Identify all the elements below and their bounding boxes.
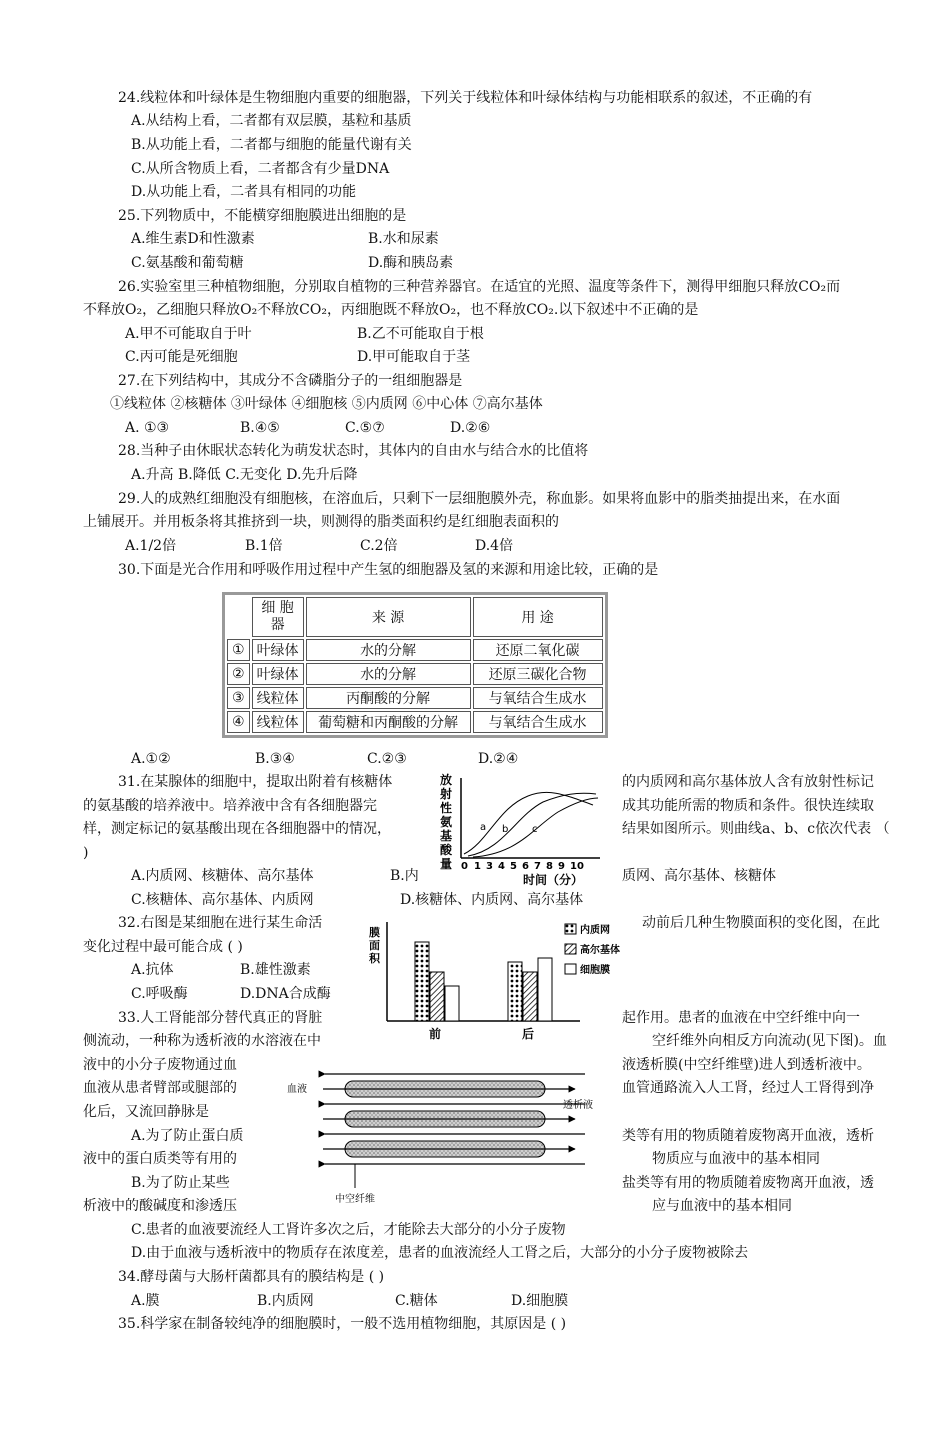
q31-ylabel-3: 性 (440, 801, 453, 815)
q32-legend-swatch-golgi (565, 944, 576, 954)
row-index: ② (227, 663, 250, 685)
q31-line1-left: 31.在某腺体的细胞中，提取出附着有核糖体 (118, 774, 393, 790)
header-source: 来 源 (306, 597, 471, 637)
q32-ylabel-2: 面 (369, 939, 380, 952)
q31-line3-right: 结果如图所示。则曲线a、b、c依次代表 （ (622, 821, 890, 837)
q32-bar-before-er (415, 942, 429, 1021)
q31-option-b-start: B.内 (390, 868, 419, 884)
q31-tick: 1 (474, 861, 481, 872)
q26-stem-line2: 不释放O₂，乙细胞只释放O₂不释放CO₂，丙细胞既不释放O₂，也不释放CO₂.以下叙述中不正确的是 (83, 302, 699, 318)
q30-option-b: B.③④ (255, 751, 295, 767)
q33-label-dialysate: 透析液 (563, 1100, 593, 1111)
q32-option-a: A.抗体 (131, 962, 174, 978)
q33-option-a-cont2: 液中的蛋白质类等有用的 (83, 1151, 237, 1167)
q32-category-after: 后 (522, 1027, 535, 1041)
q31-curve-label-c: c (532, 824, 538, 835)
q28-options: A.升高 B.降低 C.无变化 D.先升后降 (131, 467, 358, 483)
q24-option-a: A.从结构上看，二者都有双层膜，基粒和基质 (131, 113, 412, 129)
q25-option-c: C.氨基酸和葡萄糖 (131, 255, 244, 271)
q33-line3-left: 液中的小分子废物通过血 (83, 1057, 237, 1073)
q31-tick: 5 (510, 861, 517, 872)
table-row (227, 663, 603, 685)
row-index: ③ (227, 687, 250, 709)
q33-dialysis-figure (285, 1060, 615, 1220)
q29-option-d: D.4倍 (475, 538, 514, 554)
row-index: ① (227, 639, 250, 661)
q33-option-c: C.患者的血液要流经人工肾许多次之后，才能除去大部分的小分子废物 (131, 1222, 566, 1238)
q33-option-b-start: B.为了防止某些 (131, 1175, 230, 1191)
q32-bar-after-er (508, 962, 522, 1021)
cell-organelle: 线粒体 (252, 711, 304, 733)
q31-option-b-end: 质网、高尔基体、核糖体 (622, 868, 776, 884)
q33-line5: 化后，又流回静脉是 (83, 1104, 209, 1120)
q26-option-b: B.乙不可能取自于根 (357, 326, 484, 342)
q33-option-a-cont1: 类等有用的物质随着废物离开血液，透析 (622, 1128, 874, 1144)
q34-stem: 34.酵母菌与大肠杆菌都具有的膜结构是 ( ) (118, 1269, 385, 1285)
q26-stem-line1: 26.实验室里三种植物细胞，分别取自植物的三种营养器官。在适宜的光照、温度等条件下，测得甲细胞只释放CO₂而 (118, 279, 841, 295)
q33-option-d: D.由于血液与透析液中的物质存在浓度差，患者的血液流经人工肾之后，大部分的小分子废物被除去 (131, 1245, 749, 1261)
q33-option-b-cont3: 应与血液中的基本相同 (652, 1198, 792, 1214)
q26-option-a: A.甲不可能取自于叶 (125, 326, 252, 342)
q34-option-b: B.内质网 (257, 1293, 314, 1309)
cell-source: 葡萄糖和丙酮酸的分解 (306, 711, 471, 733)
q31-ylabel-5: 基 (440, 829, 453, 843)
q25-option-b: B.水和尿素 (368, 231, 439, 247)
q27-items: ①线粒体 ②核糖体 ③叶绿体 ④细胞核 ⑤内质网 ⑥中心体 ⑦高尔基体 (110, 396, 543, 412)
q33-option-b-cont1: 盐类等有用的物质随着废物离开血液，透 (622, 1175, 874, 1191)
q32-legend-swatch-membrane (565, 964, 576, 974)
q33-line1-right: 起作用。患者的血液在中空纤维中向一 (622, 1010, 860, 1026)
q33-line4-right: 血管通路流入人工肾，经过人工肾得到净 (622, 1080, 874, 1096)
q25-option-a: A.维生素D和性激素 (131, 231, 255, 247)
q24-option-b: B.从功能上看，二者都与细胞的能量代谢有关 (131, 137, 412, 153)
q30-option-d: D.②④ (478, 751, 519, 767)
q29-option-c: C.2倍 (360, 538, 398, 554)
q30-stem: 30.下面是光合作用和呼吸作用过程中产生氢的细胞器及氢的来源和用途比较，正确的是 (118, 562, 659, 578)
q27-option-b: B.④⑤ (240, 420, 280, 436)
q32-option-c: C.呼吸酶 (131, 986, 188, 1002)
q24-stem: 24.线粒体和叶绿体是生物细胞内重要的细胞器，下列关于线粒体和叶绿体结构与功能相联系的叙述，不正确的有 (118, 90, 813, 106)
q31-ylabel-7: 量 (440, 857, 453, 871)
cell-use: 还原三碳化合物 (473, 663, 603, 685)
cell-organelle: 线粒体 (252, 687, 304, 709)
q32-ylabel-1: 膜 (369, 926, 380, 939)
table-row (227, 711, 603, 733)
q32-bar-after-golgi (523, 972, 537, 1021)
q31-ylabel-6: 酸 (440, 843, 453, 857)
q31-option-c: C.核糖体、高尔基体、内质网 (131, 892, 314, 908)
q31-tick: 0 (461, 861, 468, 872)
row-index: ④ (227, 711, 250, 733)
q26-option-d: D.甲可能取自于茎 (357, 349, 471, 365)
q31-line1-right: 的内质网和高尔基体放人含有放射性标记 (622, 774, 874, 790)
q24-option-d: D.从功能上看，二者具有相同的功能 (131, 184, 357, 200)
q31-line3-left: 样，测定标记的氨基酸出现在各细胞器中的情况， (83, 821, 391, 837)
q34-option-d: D.细胞膜 (511, 1293, 569, 1309)
q24-option-c: C.从所含物质上看，二者都含有少量DNA (131, 161, 390, 177)
q28-stem: 28.当种子由休眠状态转化为萌发状态时，其体内的自由水与结合水的比值将 (118, 443, 589, 459)
q31-chart (428, 772, 618, 888)
q32-legend-swatch-er (565, 924, 576, 934)
q33-label-blood: 血液 (287, 1084, 307, 1095)
q27-stem: 27.在下列结构中，其成分不含磷脂分子的一组细胞器是 (118, 373, 463, 389)
q32-bar-before-golgi (430, 972, 444, 1021)
q29-option-b: B.1倍 (245, 538, 283, 554)
q26-option-c: C.丙可能是死细胞 (125, 349, 238, 365)
q30-option-a: A.①② (131, 751, 171, 767)
header-use: 用 途 (473, 597, 603, 637)
q29-stem-line1: 29.人的成熟红细胞没有细胞核，在溶血后，只剩下一层细胞膜外壳，称血影。如果将血影中的脂类抽提出来，在水面 (118, 491, 841, 507)
q31-tick: 6 (522, 861, 529, 872)
q31-xlabel: 时间（分） (523, 873, 584, 887)
q31-tick: 9 (558, 861, 565, 872)
q31-ylabel-1: 放 (440, 773, 453, 787)
q32-legend-er: 内质网 (580, 925, 610, 936)
q33-line1-left: 33.人工肾能部分替代真正的肾脏 (118, 1010, 323, 1026)
q32-category-before: 前 (429, 1027, 442, 1041)
q31-curve-label-a: a (480, 822, 487, 833)
q27-option-a: A. ①③ (125, 420, 170, 436)
cell-use: 与氧结合生成水 (473, 687, 603, 709)
q29-stem-line2: 上铺展开。并用板条将其推挤到一块，则测得的脂类面积约是红细胞表面积的 (83, 514, 559, 530)
q31-ylabel-2: 射 (440, 787, 453, 801)
q31-line2-right: 成其功能所需的物质和条件。很快连续取 (622, 798, 874, 814)
q34-option-a: A.膜 (131, 1293, 160, 1309)
table-row (227, 639, 603, 661)
q31-line4: ) (83, 845, 89, 861)
cell-organelle: 叶绿体 (252, 663, 304, 685)
cell-organelle: 叶绿体 (252, 639, 304, 661)
q33-option-a-cont3: 物质应与血液中的基本相同 (652, 1151, 820, 1167)
cell-source: 丙酮酸的分解 (306, 687, 471, 709)
q33-option-a-start: A.为了防止蛋白质 (131, 1128, 244, 1144)
q25-stem: 25.下列物质中，不能横穿细胞膜进出细胞的是 (118, 208, 407, 224)
table-header-row (227, 597, 603, 637)
q30-option-c: C.②③ (367, 751, 407, 767)
q33-line2-left: 侧流动，一种称为透析液的水溶液在中 (83, 1033, 321, 1049)
cell-source: 水的分解 (306, 639, 471, 661)
q32-ylabel-3: 积 (369, 952, 380, 965)
q33-label-fiber: 中空纤维 (335, 1194, 375, 1205)
q31-tick: 4 (498, 861, 505, 872)
table-row (227, 687, 603, 709)
q33-line4-left: 血液从患者臂部或腿部的 (83, 1080, 237, 1096)
q31-option-d: D.核糖体、内质网、高尔基体 (400, 892, 584, 908)
q32-line1-right: 动前后几种生物膜面积的变化图，在此 (642, 915, 880, 931)
q32-bar-after-membrane (538, 958, 552, 1021)
q32-bar-before-membrane (445, 986, 459, 1021)
q27-option-c: C.⑤⑦ (345, 420, 385, 436)
q31-tick: 8 (546, 861, 553, 872)
q33-line3-right: 液透析膜(中空纤维壁)进人到透析液中。 (622, 1057, 871, 1073)
q31-tick: 10 (570, 861, 584, 872)
q32-option-d: D.DNA合成酶 (240, 986, 331, 1002)
q25-option-d: D.酶和胰岛素 (368, 255, 454, 271)
cell-use: 与氧结合生成水 (473, 711, 603, 733)
q33-line2-right: 空纤维外向相反方向流动(见下图)。血 (652, 1033, 887, 1049)
q31-ylabel-4: 氨 (440, 815, 453, 829)
q30-table-wrap (222, 592, 608, 738)
q32-option-b: B.雄性激素 (240, 962, 311, 978)
q29-option-a: A.1/2倍 (125, 538, 177, 554)
q33-option-b-cont2: 析液中的酸碱度和渗透压 (83, 1198, 237, 1214)
q31-option-a: A.内质网、核糖体、高尔基体 (131, 868, 314, 884)
q32-legend-golgi: 高尔基体 (580, 945, 620, 956)
q31-line2-left: 的氨基酸的培养液中。培养液中含有各细胞器完 (83, 798, 377, 814)
cell-use: 还原二氧化碳 (473, 639, 603, 661)
q34-option-c: C.糖体 (395, 1293, 438, 1309)
q32-line2: 变化过程中最可能合成 ( ) (83, 939, 243, 955)
cell-source: 水的分解 (306, 663, 471, 685)
q35-stem: 35.科学家在制备较纯净的细胞膜时，一般不选用植物细胞，其原因是 ( ) (118, 1316, 567, 1332)
q30-table (222, 592, 608, 738)
q27-option-d: D.②⑥ (450, 420, 491, 436)
header-organelle: 细 胞 器 (252, 597, 304, 637)
q32-legend-membrane: 细胞膜 (580, 965, 610, 976)
q31-tick: 7 (534, 861, 541, 872)
q31-tick: 3 (486, 861, 493, 872)
q31-curve-label-b: b (502, 824, 509, 835)
q32-chart (365, 914, 640, 1042)
q32-line1-left: 32.右图是某细胞在进行某生命活 (118, 915, 323, 931)
